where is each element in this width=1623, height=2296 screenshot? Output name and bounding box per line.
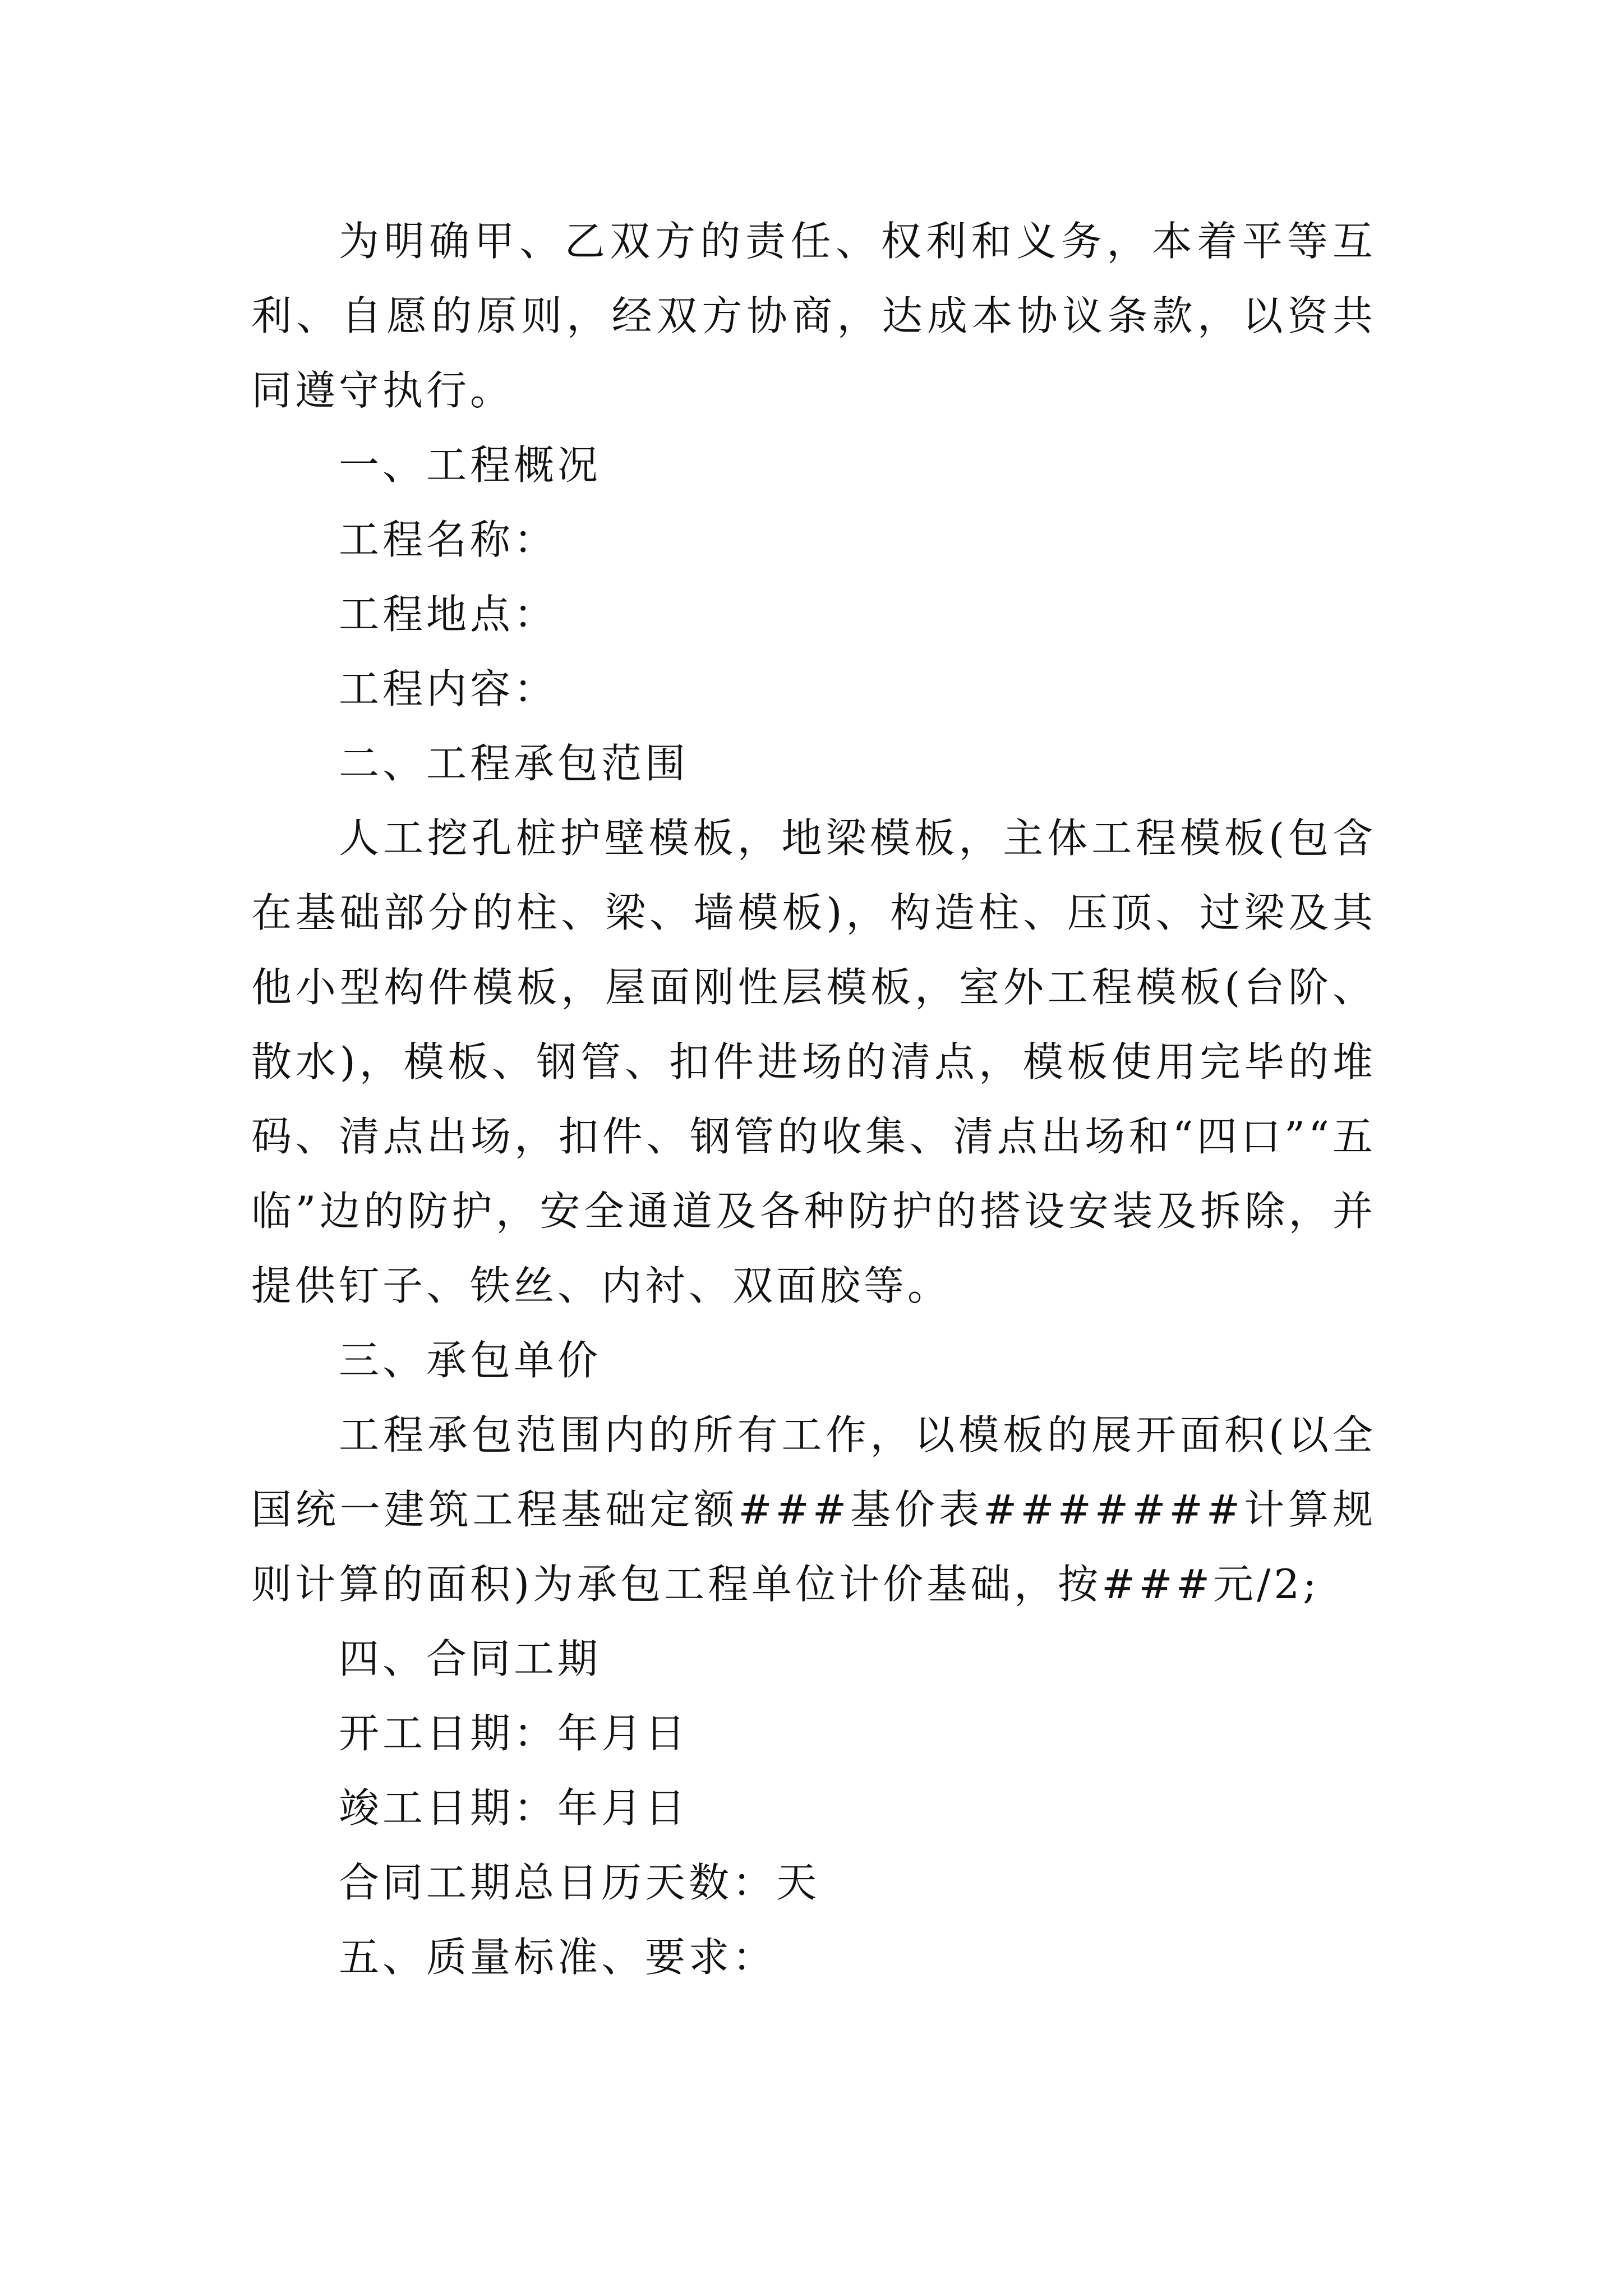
document-body: [251, 204, 1376, 1995]
contract-scope-paragraph: 人工挖孔桩护壁模板，地梁模板，主体工程模板(包含在基础部分的柱、梁、墙模板)，构造柱、压顶、过梁及其他小型构件模板，屋面刚性层模板，室外工程模板(台阶、散水)，模板、钢管、扣件进场的清点，模板使用完毕的堆码、清点出场，扣件、钢管的收集、清点出场和“四口”“五临”边的防护，安全通道及各种防护的搭设安装及拆除，并提供钉子、铁丝、内衬、双面胶等。: [251, 815, 1376, 1309]
section-heading-contract-period: 四、合同工期: [339, 1635, 602, 1682]
field-project-content: 工程内容：: [339, 665, 558, 712]
unit-price-paragraph: 工程承包范围内的所有工作，以模板的展开面积(以全国统一建筑工程基础定额###基价表#######计算规则计算的面积)为承包工程单位计价基础，按###元/2;: [251, 1411, 1376, 1608]
intro-paragraph: 为明确甲、乙双方的责任、权利和义务，本着平等互利、自愿的原则，经双方协商，达成本协议条款，以资共同遵守执行。: [251, 218, 1376, 414]
section-heading-contract-scope: 二、工程承包范围: [339, 740, 689, 787]
field-total-days: 合同工期总日历天数：天: [339, 1859, 820, 1906]
section-heading-unit-price: 三、承包单价: [339, 1337, 602, 1384]
section-heading-project-overview: 一、工程概况: [339, 441, 602, 489]
field-project-name: 工程名称：: [339, 516, 558, 563]
section-heading-quality-standards: 五、质量标准、要求：: [339, 1934, 777, 1981]
field-project-location: 工程地点：: [339, 591, 558, 638]
field-completion-date: 竣工日期：年月日: [339, 1784, 689, 1832]
field-start-date: 开工日期：年月日: [339, 1710, 689, 1757]
